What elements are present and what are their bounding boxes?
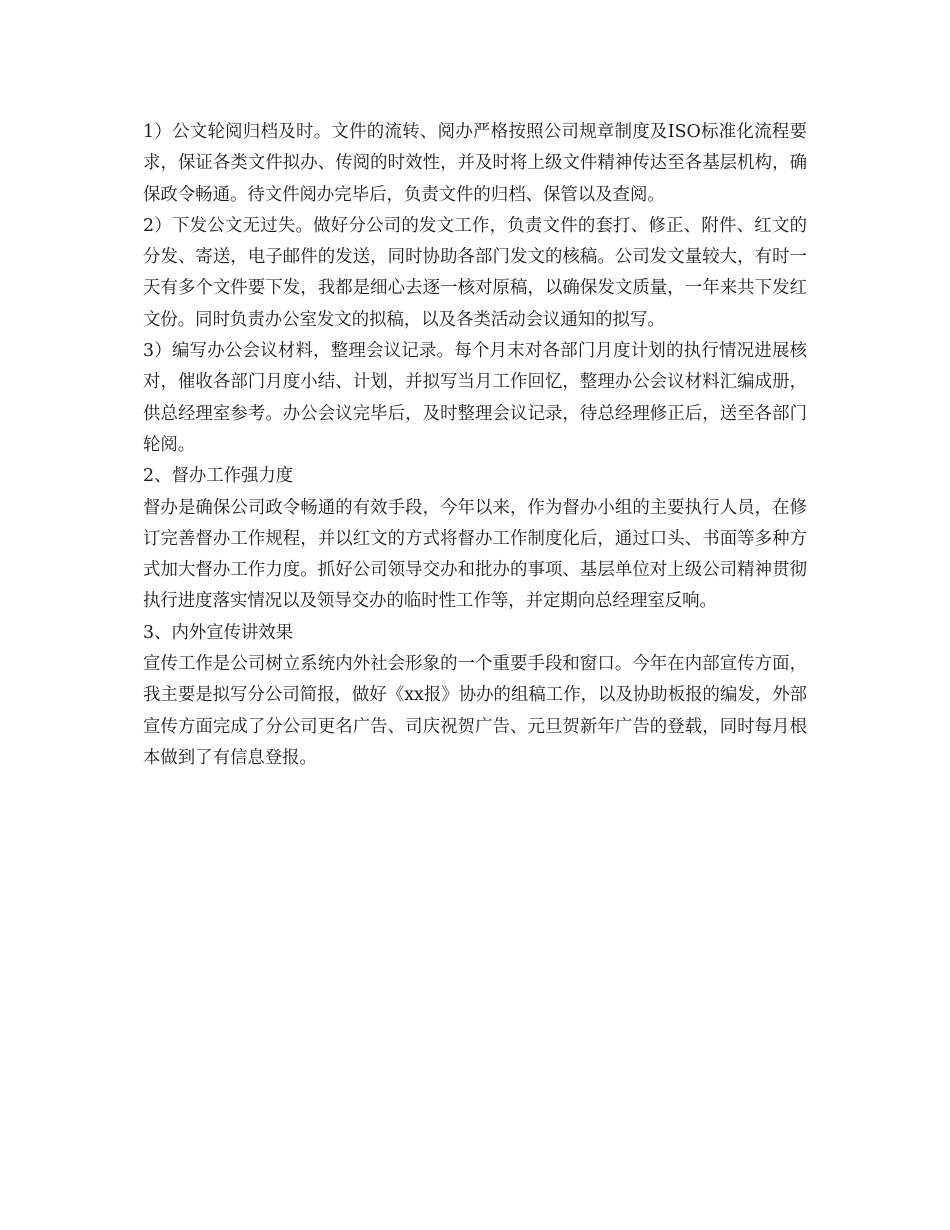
paragraph-meeting-materials: 3）编写办公会议材料，整理会议记录。每个月末对各部门月度计划的执行情况进展核对，催收各部门月度小结、计划，并拟写当月工作回忆，整理办公会议材料汇编成册，供总经理室参考。办公会议完毕后，及时整理会议记录，待总经理修正后，送至各部门轮阅。: [143, 341, 807, 455]
section-heading-publicity: 3、内外宣传讲效果: [143, 622, 294, 643]
paragraph-supervision: 督办是确保公司政令畅通的有效手段，今年以来，作为督办小组的主要执行人员，在修订完善督办工作规程，并以红文的方式将督办工作制度化后，通过口头、书面等多种方式加大督办工作力度。抓好公司领导交办和批办的事项、基层单位对上级公司精神贯彻执行进度落实情况以及领导交办的临时性工作等，并定期向总经理室反响。: [143, 497, 807, 612]
paragraph-publicity: 宣传工作是公司树立系统内外社会形象的一个重要手段和窗口。今年在内部宣传方面，我主要是拟写分公司简报，做好《xx报》协办的组稿工作，以及协助板报的编发，外部宣传方面完成了分公司更名广告、司庆祝贺广告、元旦贺新年广告的登载，同时每月根本做到了有信息登报。: [143, 654, 807, 768]
paragraph-archiving: 1）公文轮阅归档及时。文件的流转、阅办严格按照公司规章制度及ISO标准化流程要求，保证各类文件拟办、传阅的时效性，并及时将上级文件精神传达至各基层机构，确保政令畅通。待文件阅办完毕后，负责文件的归档、保管以及查阅。: [143, 122, 807, 205]
document-page: [143, 117, 807, 774]
section-heading-supervision: 2、督办工作强力度: [143, 466, 294, 487]
paragraph-dispatch: 2）下发公文无过失。做好分公司的发文工作，负责文件的套打、修正、附件、红文的分发、寄送，电子邮件的发送，同时协助各部门发文的核稿。公司发文量较大，有时一天有多个文件要下发，我都是细心去逐一核对原稿，以确保发文质量，一年来共下发红文份。同时负责办公室发文的拟稿，以及各类活动会议通知的拟写。: [143, 215, 807, 330]
